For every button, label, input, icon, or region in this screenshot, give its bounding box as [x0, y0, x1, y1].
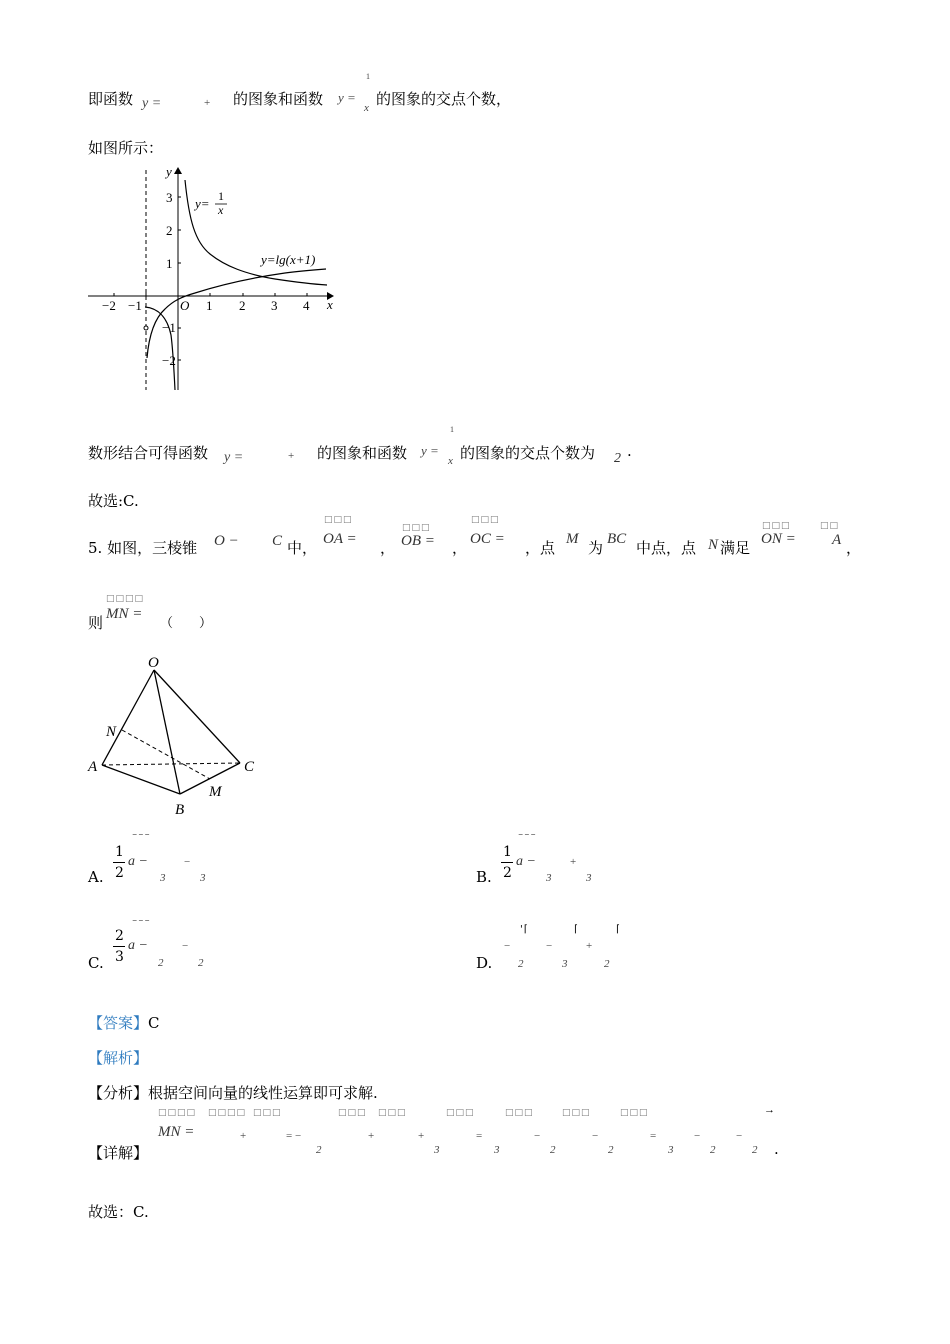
edge-ac-hidden: [102, 763, 240, 765]
vertex-o: O: [148, 655, 159, 671]
open-point: [144, 326, 148, 330]
detail-arrow-3: □□□: [253, 1108, 282, 1118]
option-d-op1: −: [546, 940, 553, 952]
option-d-label: D.: [476, 954, 493, 972]
q5-ob: OB =: [401, 533, 435, 549]
answer-line: [88, 1012, 160, 1033]
option-a-d2: 3: [200, 872, 206, 884]
q5-comma-2: ，: [452, 539, 468, 557]
p3-f2-den: x: [448, 455, 453, 467]
option-a[interactable]: [88, 832, 388, 892]
option-c-d2: 2: [198, 957, 204, 969]
y-tick-m1: −1: [162, 320, 176, 335]
option-d-arrow-3: ⌈: [616, 924, 621, 935]
detail-eq2: =: [476, 1130, 483, 1142]
q5-a-end: A: [832, 532, 842, 548]
q5-oa: OA =: [323, 531, 357, 547]
detail-equation: [158, 1104, 798, 1164]
y-tick-3: 3: [166, 190, 173, 205]
p1-f2-lhs: y =: [338, 90, 356, 105]
vec-arrow-ob: □□□: [402, 523, 431, 533]
recip-label-num: 1: [218, 189, 224, 203]
detail-tag: 【详解】: [88, 1144, 149, 1162]
p3-f2-num: 1: [450, 425, 454, 434]
vertex-c: C: [244, 759, 255, 775]
q5-point-m-pre: ，点: [525, 539, 556, 557]
vec-arrow-on: □□□: [762, 521, 791, 531]
q5-m: M: [566, 531, 579, 547]
p1-mid: 的图象和函数: [233, 90, 324, 108]
q5-bc: BC: [607, 531, 627, 547]
recip-label-den: x: [218, 203, 224, 217]
detail-mn: MN =: [158, 1124, 195, 1140]
answer-value: C: [148, 1014, 160, 1032]
detail-arrow-mn: □□□□: [158, 1108, 197, 1118]
detail-arrow-6: □□□: [446, 1108, 475, 1118]
p3-f1-lhs: y =: [224, 450, 244, 465]
q5-mn: MN =: [106, 606, 143, 622]
detail-d7: 3: [668, 1144, 674, 1156]
option-c-a: a −: [128, 938, 148, 953]
vec-arrow-mn: □□□□: [106, 594, 145, 604]
q5-satisfies: 满足: [720, 539, 751, 557]
detail-d5: 2: [550, 1144, 556, 1156]
edge-oc: [154, 670, 240, 763]
detail-d8: 2: [710, 1144, 716, 1156]
origin-label: O: [180, 298, 190, 313]
recip-label-prefix: y=: [195, 196, 210, 211]
option-c-arrows: ⁻⁻⁻: [132, 918, 151, 929]
option-c-den: 3: [115, 949, 124, 965]
detail-plus1: +: [240, 1130, 247, 1142]
p3-f2-lhs: y =: [421, 443, 439, 458]
option-a-arrows: ⁻⁻⁻: [132, 832, 151, 843]
q5-pyr-b: C: [272, 533, 283, 549]
vec-arrow-a: □□: [820, 521, 840, 531]
option-c-bar: [113, 946, 125, 947]
option-b-num: 1: [503, 844, 512, 860]
option-a-d1: 3: [160, 872, 166, 884]
option-a-a: a −: [128, 854, 148, 869]
y-tick-1: 1: [166, 256, 173, 271]
fenxi-text: 根据空间向量的线性运算即可求解.: [148, 1084, 378, 1102]
option-c-num: 2: [115, 928, 124, 944]
option-c-op2: −: [182, 940, 189, 952]
y-axis-label: y: [166, 164, 172, 179]
p1-f2-num: 1: [366, 72, 370, 81]
detail-arrow-2: □□□□: [208, 1108, 247, 1118]
p3-f1-plus: +: [288, 450, 295, 462]
detail-end: .: [774, 1140, 779, 1158]
vertex-n: N: [106, 724, 117, 740]
detail-minus3: −: [694, 1130, 701, 1142]
x-tick-2: 2: [239, 298, 246, 313]
y-tick-m2: −2: [162, 353, 176, 368]
para-intersection-count: [88, 88, 133, 109]
q5-wei: 为: [588, 539, 604, 557]
detail-arrow-9: □□□: [620, 1108, 649, 1118]
analysis-tag: 【解析】: [88, 1049, 149, 1067]
option-a-den: 2: [115, 865, 124, 881]
p1-tail: 的图象的交点个数，: [376, 90, 512, 108]
p1-lead: 即函数: [88, 90, 134, 108]
detail-arrow-7: □□□: [505, 1108, 534, 1118]
vertex-a: A: [88, 759, 98, 775]
detail-d3: 3: [434, 1144, 440, 1156]
detail-d6: 2: [608, 1144, 614, 1156]
p3-lead: 数形结合可得函数: [88, 444, 209, 462]
p3-dot: .: [627, 442, 632, 460]
detail-arrow-8: □□□: [562, 1108, 591, 1118]
q5-on: ON =: [761, 531, 796, 547]
option-b-den: 2: [503, 865, 512, 881]
edge-oa: [102, 670, 154, 765]
analysis-line: [88, 1047, 148, 1068]
detail-arrow-5: □□□: [378, 1108, 407, 1118]
para-as-shown: 如图所示：: [88, 139, 164, 157]
p3-tail: 的图象的交点个数为: [460, 444, 596, 462]
option-a-num: 1: [115, 844, 124, 860]
x-tick-m1: −1: [128, 298, 142, 313]
detail-d9: 2: [752, 1144, 758, 1156]
detail-arrow-4: □□□: [338, 1108, 367, 1118]
option-d-d2: 2: [604, 958, 610, 970]
q5-paren: （ ）: [160, 616, 213, 631]
fenxi-line: [88, 1082, 378, 1103]
option-c-d1: 2: [158, 957, 164, 969]
p3-mid: 的图象和函数: [317, 444, 408, 462]
x-tick-3: 3: [271, 298, 278, 313]
vertex-b: B: [175, 802, 185, 818]
tetrahedron-figure: [85, 650, 265, 820]
q5-end-comma: ，: [846, 539, 862, 557]
option-b-label: B.: [476, 868, 492, 886]
detail-minus4: −: [736, 1130, 743, 1142]
detail-plus2: +: [368, 1130, 375, 1142]
detail-eq3: =: [650, 1130, 657, 1142]
option-b-arrows: ⁻⁻⁻: [518, 832, 537, 843]
detail-arrow-10: →: [764, 1104, 775, 1116]
function-graph: [85, 160, 340, 395]
x-axis-label: x: [327, 297, 333, 312]
p1-f2-den: x: [364, 102, 369, 114]
option-a-bar: [113, 862, 125, 863]
option-b[interactable]: [476, 832, 776, 892]
vec-arrow-oc: □□□: [471, 515, 500, 525]
vec-arrow-oa: □□□: [324, 515, 353, 525]
q5-mid-pt: 中点，点: [636, 539, 697, 557]
q5-then: 则: [88, 614, 104, 632]
option-b-op2: +: [570, 856, 577, 868]
option-d-d0: 2: [518, 958, 524, 970]
detail-d1: 2: [316, 1144, 322, 1156]
option-d-arrow-1: '⌈: [520, 924, 529, 935]
detail-minus1: −: [534, 1130, 541, 1142]
p1-f1-lhs: y =: [142, 96, 162, 111]
q5-pyr-a: O −: [214, 533, 239, 549]
detail-eq1: = −: [286, 1130, 302, 1142]
option-c-label: C.: [88, 954, 104, 972]
p3-answer: 2: [614, 451, 621, 466]
edge-ob: [154, 670, 180, 794]
segment-nm-hidden: [122, 730, 210, 779]
y-tick-2: 2: [166, 223, 173, 238]
detail-d4: 3: [494, 1144, 500, 1156]
para-choose-c: 故选:C.: [88, 492, 139, 510]
option-d-d1: 3: [562, 958, 568, 970]
option-b-d2: 3: [586, 872, 592, 884]
q5-zhong: 中，: [287, 539, 318, 557]
option-d-op2: +: [586, 940, 593, 952]
option-b-a: a −: [516, 854, 536, 869]
q5-comma-1: ，: [380, 539, 396, 557]
option-b-d1: 3: [546, 872, 552, 884]
option-d[interactable]: [476, 918, 776, 978]
option-a-op2: −: [184, 856, 191, 868]
vertex-m: M: [209, 784, 222, 800]
edge-ab: [102, 765, 180, 794]
log-label: y=lg(x+1): [261, 252, 316, 267]
detail-plus3: +: [418, 1130, 425, 1142]
option-b-bar: [501, 862, 513, 863]
q5-n: N: [708, 537, 719, 553]
option-a-label: A.: [88, 868, 104, 886]
answer-tag: 【答案】: [88, 1014, 149, 1032]
detail-minus2: −: [592, 1130, 599, 1142]
option-c[interactable]: [88, 918, 388, 978]
x-tick-1: 1: [206, 298, 213, 313]
q5-oc: OC =: [470, 531, 505, 547]
x-tick-m2: −2: [102, 298, 116, 313]
p1-f1-plus: +: [204, 97, 211, 109]
final-choose: 故选：C.: [88, 1203, 149, 1221]
option-d-arrow-2: ⌈: [574, 924, 579, 935]
fenxi-tag: 【分析】: [88, 1084, 149, 1102]
q5-number: 5. 如图，三棱锥: [88, 539, 198, 557]
option-d-op0: −: [504, 940, 511, 952]
x-tick-4: 4: [303, 298, 310, 313]
